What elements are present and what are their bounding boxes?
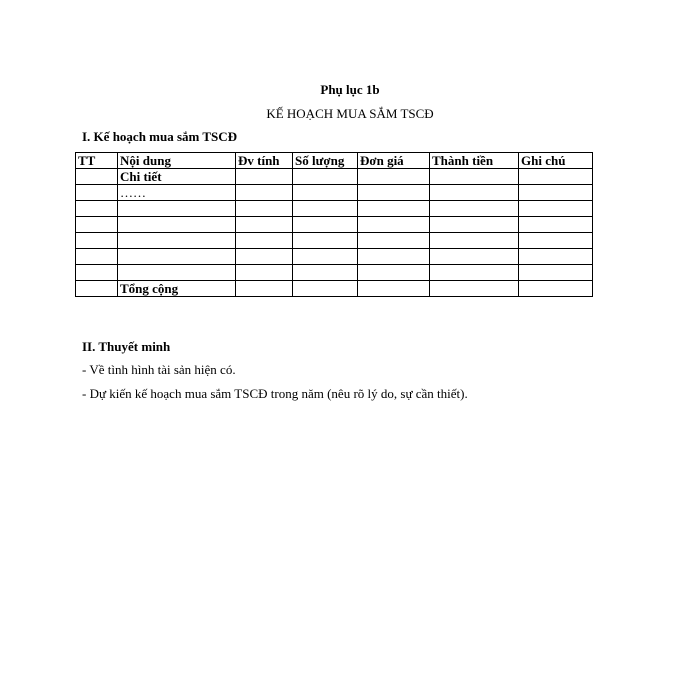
table-cell	[293, 249, 358, 265]
table-cell	[358, 281, 430, 297]
table-cell	[358, 265, 430, 281]
table-cell	[519, 169, 593, 185]
table-cell: ……	[118, 185, 236, 201]
table-cell	[236, 217, 293, 233]
table-cell	[293, 185, 358, 201]
col-header-quantity: Số lượng	[293, 153, 358, 169]
table-cell	[358, 201, 430, 217]
table-cell	[293, 169, 358, 185]
table-cell	[76, 249, 118, 265]
table-cell	[76, 169, 118, 185]
table-cell	[236, 233, 293, 249]
appendix-label: Phụ lục 1b	[320, 82, 380, 97]
section-2-heading: II. Thuyết minh	[82, 339, 171, 354]
table-row	[76, 249, 593, 265]
table-row	[76, 201, 593, 217]
table-cell	[118, 217, 236, 233]
table-cell	[358, 217, 430, 233]
table-cell	[76, 281, 118, 297]
table-cell	[293, 265, 358, 281]
col-header-tt: TT	[76, 153, 118, 169]
table-cell	[358, 249, 430, 265]
table-cell	[430, 265, 519, 281]
note-line: - Dự kiến kế hoạch mua sắm TSCĐ trong năm (nêu rõ lý do, sự cần thiết).	[82, 386, 468, 401]
table-cell	[76, 233, 118, 249]
table-total-row	[76, 281, 593, 297]
table-cell	[358, 233, 430, 249]
table-cell	[293, 201, 358, 217]
table-cell	[519, 281, 593, 297]
table-cell	[430, 169, 519, 185]
table-cell	[519, 233, 593, 249]
table-cell	[76, 265, 118, 281]
table-cell	[118, 233, 236, 249]
table-cell	[430, 249, 519, 265]
table-cell	[430, 233, 519, 249]
table-row	[76, 185, 593, 201]
table-cell	[236, 185, 293, 201]
table-cell	[293, 281, 358, 297]
table-cell	[358, 169, 430, 185]
procurement-plan-table	[75, 152, 593, 297]
col-header-unit: Đv tính	[236, 153, 293, 169]
table-header-row	[76, 153, 593, 169]
table-cell	[293, 233, 358, 249]
section-1-heading: I. Kế hoạch mua sắm TSCĐ	[82, 129, 238, 144]
table-cell: Chi tiết	[118, 169, 236, 185]
table-cell	[519, 217, 593, 233]
table-cell	[236, 249, 293, 265]
table-cell	[293, 217, 358, 233]
table-cell	[118, 265, 236, 281]
table-cell	[519, 201, 593, 217]
col-header-unit-price: Đơn giá	[358, 153, 430, 169]
table-cell	[76, 185, 118, 201]
table-row	[76, 233, 593, 249]
table-cell	[430, 281, 519, 297]
table-row	[76, 217, 593, 233]
total-label: Tổng cộng	[118, 281, 236, 297]
table-row	[76, 169, 593, 185]
document-title: KẾ HOẠCH MUA SẮM TSCĐ	[266, 106, 434, 121]
table-cell	[519, 185, 593, 201]
table-cell	[430, 185, 519, 201]
table-cell	[236, 265, 293, 281]
table-cell	[430, 217, 519, 233]
col-header-amount: Thành tiền	[430, 153, 519, 169]
table-cell	[236, 201, 293, 217]
table-cell	[430, 201, 519, 217]
table-cell	[358, 185, 430, 201]
col-header-note: Ghi chú	[519, 153, 593, 169]
col-header-content: Nội dung	[118, 153, 236, 169]
table-cell	[118, 201, 236, 217]
table-cell	[236, 169, 293, 185]
note-line: - Về tình hình tài sản hiện có.	[82, 362, 236, 377]
table-cell	[118, 249, 236, 265]
table-cell	[519, 249, 593, 265]
table-cell	[76, 201, 118, 217]
table-cell	[236, 281, 293, 297]
table-cell	[76, 217, 118, 233]
table-cell	[519, 265, 593, 281]
table-row	[76, 265, 593, 281]
